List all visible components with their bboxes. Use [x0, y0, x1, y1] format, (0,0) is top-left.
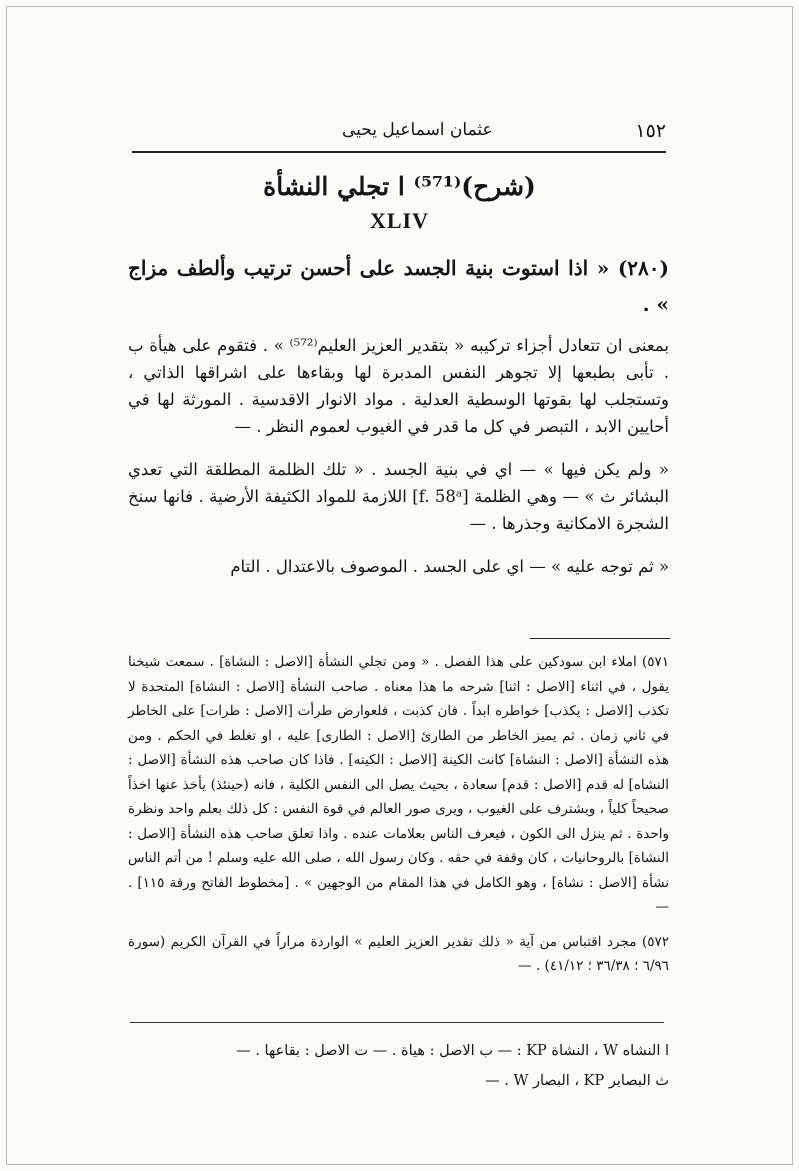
chapter-number: XLIV — [369, 208, 429, 233]
main-text — [128, 250, 669, 596]
apparatus-line: ا النشاه W ، النشاة KP : — ب الاصل : هياة . — ت الاصل : بقاعها . — — [236, 1043, 669, 1059]
page-number: ١٥٢ — [635, 120, 666, 142]
paragraph: بمعنى ان تتعادل أجزاء تركيبه « بتقدير العزيز العليم⁽⁵⁷²⁾ » . فتقوم على هيأة ب . تأبى بطبعها إلا تجوهر النفس المدبرة لها وبقاءها على اشراقها الذاتي ، وتستجلب لها بقوتها الوسطية العدلية . مواد الانوار الاقدسية . المورثة لها في أحايين الابد ، التبصر في كل ما قدر في الغيوب لعموم النظر . — — [128, 336, 669, 436]
running-head: عثمان اسماعيل يحيى — [342, 120, 493, 140]
footnotes — [128, 650, 669, 989]
apparatus-line: ث البصاير KP ، البصار W . — — [485, 1073, 669, 1089]
paragraph: « ثم توجه عليه » — اي على الجسد . الموصوف بالاعتدال . التام — [230, 557, 669, 576]
paragraph: « ولم يكن فيها » — اي في بنية الجسد . « تلك الظلمة المطلقة التي تعدي البشائر ث » — وهي الظلمة [f. 58ᵃ] اللازمة للمواد الكثيفة الأرضية . فانها سنخ الشجرة الامكانية وجذرها . — — [128, 460, 669, 533]
page-header — [132, 118, 666, 152]
footnote-rule — [530, 638, 670, 639]
apparatus-rule — [130, 1022, 664, 1023]
chapter-title: (شرح)⁽⁵⁷¹⁾ ا تجلي النشأة — [263, 172, 536, 201]
footnote-572: ٥٧٢) مجرد اقتباس من آية « ذلك تقدير العزيز العليم » الواردة مراراً في القرآن الكريم (سورة ٦/٩٦ ؛ ٣٦/٣٨ ؛ ٤١/١٢) . — — [128, 933, 669, 974]
footnote-571: ٥٧١) املاء ابن سودكين على هذا الفصل . « ومن تجلي النشأة [الاصل : النشاة] . سمعت شيخنا يقول ، في اثناء [الاصل : اثنا] شرحه ما هذا معناه . صاحب النشأة [الاصل : النشاة] المتحدة لا تكذب [الاصل : يكذب] خواطره ابداً . فان كذبت ، فلعوارض طرأت [الاصل : طرات] على الخاطر في ثاني زمان . ثم يميز الخاطر من الطارئ [الاصل : الطارى] عليه ، او تغلط في الحكم . ومن هذه النشأة [الاصل : النشاة] كانت الكينة [الاصل : الكيته] . فاذا كان صاحب هذه النشأة [الاصل : النشاه] له قدم [الاصل : قدم] سعادة ، بحيث يصل الى النفس الكلية ، فانه (حينئذ) يأخذ عنها اخذاً صحيحاً كلياً ، ويشترف على الغيوب ، ويرى صور العالم في قوة النفس : كل ذلك بعلم واحد ونظرة واحدة . ثم ينزل الى الكون ، فيعرف الناس بعلامات عنده . واذا تعلق صاحب هذه النشأة [الاصل : النشاة] بالروحانيات ، كان وقفة في حقه . وكان رسول الله ، صلى الله عليه وسلم ! من أتم الناس نشأة [الاصل : نشاة] ، وهو الكامل في هذا المقام من الوجهين » . [مخطوط الفاتح ورقة ١١٥] . — — [128, 654, 669, 915]
critical-apparatus — [128, 1036, 669, 1096]
header-rule — [132, 151, 666, 153]
paragraph-lemma: (٢٨٠) « اذا استوت بنية الجسد على أحسن ترتيب وألطف مزاج » . — [128, 256, 669, 316]
